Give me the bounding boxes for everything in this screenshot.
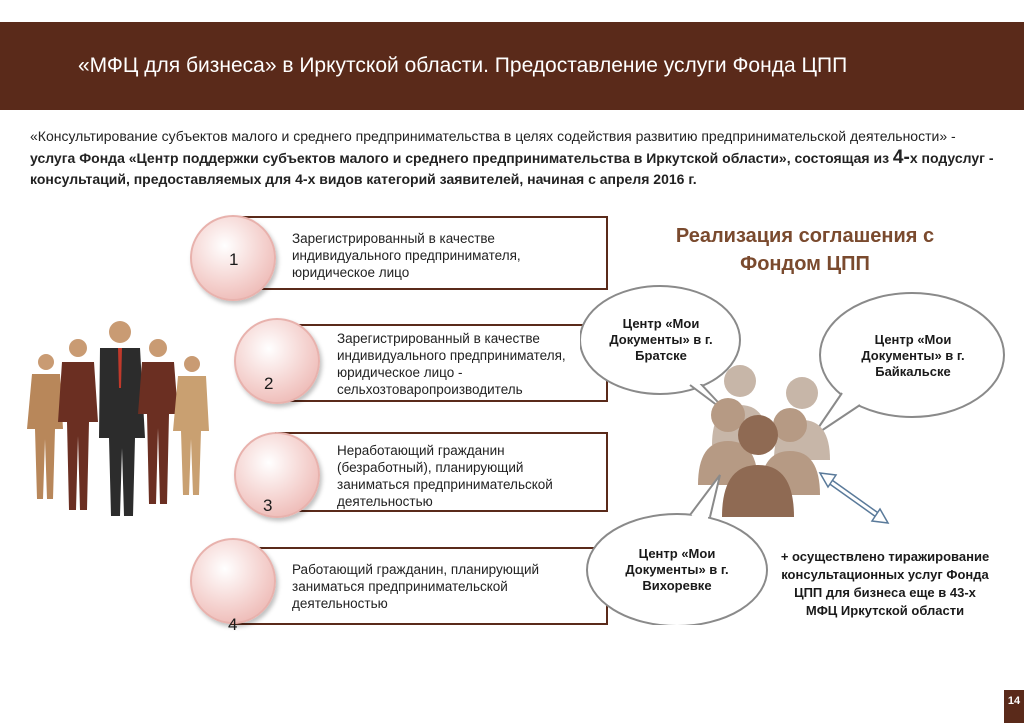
- category-circle-4: [190, 538, 276, 634]
- category-circle-2: [234, 318, 320, 404]
- intro-paragraph: [30, 126, 1000, 190]
- page-number: 14: [1004, 690, 1024, 723]
- intro-part2: услуга Фонда «Центр поддержки субъектов малого и среднего предпринимательства в Иркутской области», состоящая из: [30, 150, 890, 166]
- category-box-2: [275, 324, 608, 402]
- group-people-icon: [698, 365, 830, 517]
- intro-part3: х подуслуг - консультаций, предоставляемых для 4-х видов категорий заявителей, начиная с апреля 2016 г.: [30, 150, 994, 187]
- category-text-3: Неработающий гражданин (безработный), планирующий заниматься предпринимательской деятельностью: [337, 443, 553, 509]
- category-number-1: 1: [229, 250, 239, 269]
- category-number-3: 3: [263, 496, 273, 515]
- category-circle-3: [234, 432, 320, 518]
- category-box-1: [230, 216, 608, 290]
- business-people-illustration: [22, 318, 222, 528]
- double-arrow-icon: [820, 473, 888, 523]
- category-circle-1: [190, 215, 276, 301]
- intro-part1: «Консультирование субъектов малого и среднего предпринимательства в целях содействия развитию предпринимательской деятельности» -: [30, 128, 956, 144]
- replication-note: + осуществлено тиражирование консультационных услуг Фонда ЦПП для бизнеса еще в 43-х МФЦ Иркутской области: [780, 549, 990, 618]
- category-box-3: [275, 432, 608, 512]
- category-number-2: 2: [264, 374, 274, 393]
- category-text-4: Работающий гражданин, планирующий заниматься предпринимательской деятельностью: [292, 562, 540, 611]
- category-text-1: Зарегистрированный в качестве индивидуального предпринимателя, юридическое лицо: [292, 231, 521, 280]
- page-title: «МФЦ для бизнеса» в Иркутской области. Предоставление услуги Фонда ЦПП: [78, 54, 848, 77]
- bubble-text-baikalsk: Центр «Мои Документы» в г. Байкальске: [861, 332, 965, 379]
- header-bar: [0, 22, 1024, 110]
- category-text-2: Зарегистрированный в качестве индивидуального предпринимателя, юридическое лицо - сельхозтоваропроизводитель: [337, 331, 566, 397]
- category-number-4: 4: [228, 615, 238, 634]
- bubble-text-vikhorevka: Центр «Мои Документы» в г. Вихоревке: [625, 546, 729, 593]
- intro-big-number: 4-: [892, 147, 910, 168]
- category-box-4: [230, 547, 608, 625]
- agreement-title: Реализация соглашения с Фондом ЦПП: [675, 225, 935, 275]
- bubble-text-bratsk: Центр «Мои Документы» в г. Братске: [609, 316, 713, 363]
